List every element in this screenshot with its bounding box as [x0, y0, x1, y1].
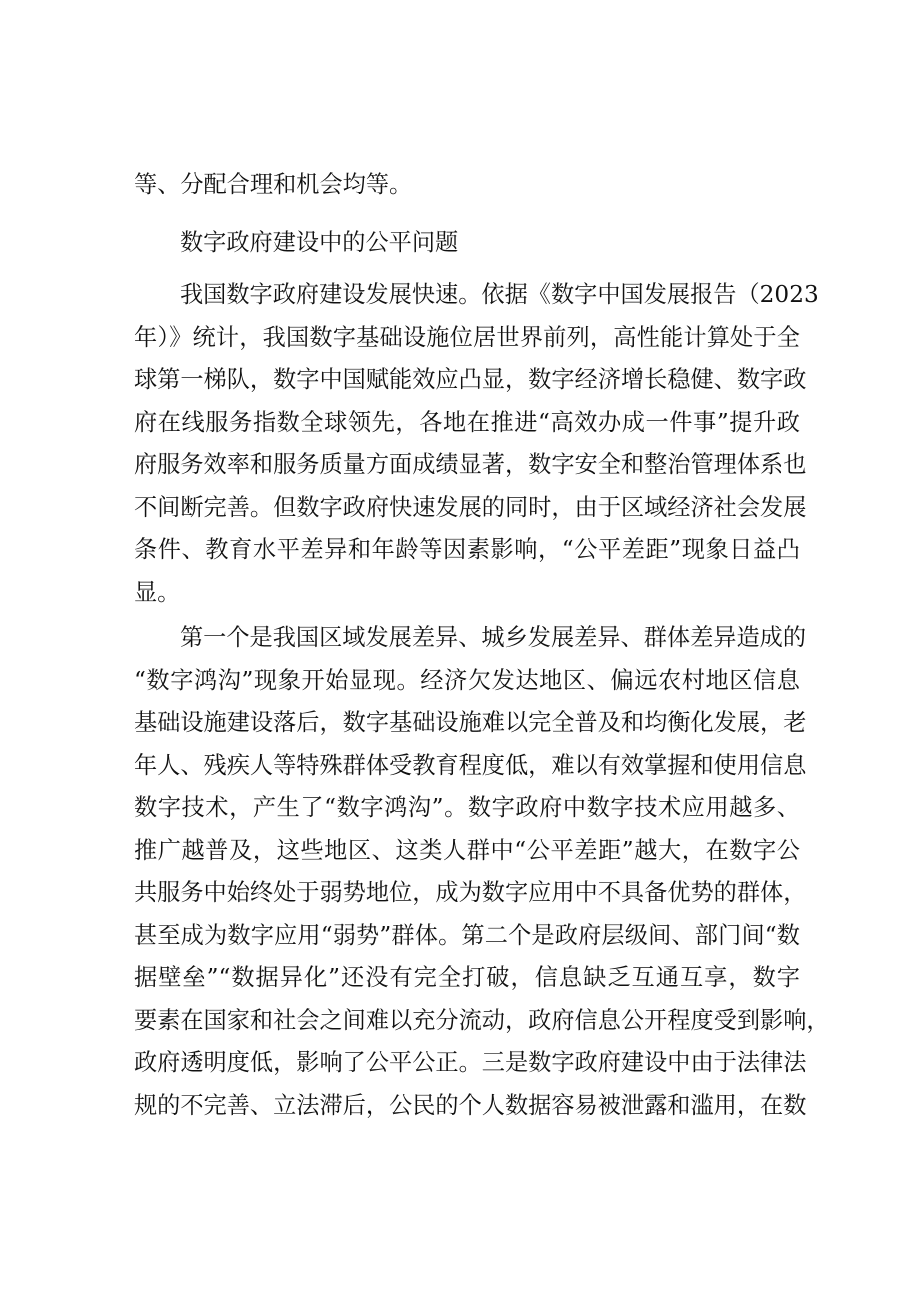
- paragraph-line: 不间断完善。但数字政府快速发展的同时，由于区域经济社会发展: [134, 493, 807, 521]
- section-heading: 数字政府建设中的公平问题: [180, 229, 459, 256]
- paragraph-line: 府服务效率和服务质量方面成绩显著，数字安全和整治管理体系也: [134, 451, 807, 478]
- intro-line: 等、分配合理和机会均等。: [134, 171, 413, 198]
- paragraph-line: 府在线服务指数全球领先，各地在推进“高效办成一件事”提升政: [134, 408, 800, 436]
- paragraph-line: 年）》统计，我国数字基础设施位居世界前列，高性能计算处于全: [134, 323, 800, 351]
- paragraph-line: 显。: [134, 578, 181, 606]
- paragraph-line: 数字技术，产生了“数字鸿沟”。数字政府中数字技术应用越多、: [134, 794, 800, 821]
- paragraph-line: 球第一梯队，数字中国赋能效应凸显，数字经济增长稳健、数字政: [134, 366, 807, 393]
- paragraph-line: 据壁垒”“数据异化”还没有完全打破，信息缺乏互通互享，数字: [134, 964, 800, 991]
- paragraph-line: 规的不完善、立法滞后，公民的个人数据容易被泄露和滥用，在数: [134, 1091, 807, 1119]
- paragraph-line: 基础设施建设落后，数字基础设施难以完全普及和均衡化发展，老: [134, 709, 807, 736]
- section-heading-block: [134, 222, 800, 265]
- paragraph-2: [134, 617, 830, 1127]
- paragraph-line: 我国数字政府建设发展快速。依据《数字中国发展报告（2023: [180, 281, 819, 308]
- paragraph-line: 甚至成为数字应用“弱势”群体。第二个是政府层级间、部门间“数: [134, 921, 800, 949]
- paragraph-line: 要素在国家和社会之间难以充分流动，政府信息公开程度受到影响，: [134, 1006, 830, 1034]
- paragraph-line: “数字鸿沟”现象开始显现。经济欠发达地区、偏远农村地区信息: [134, 666, 800, 694]
- paragraph-line: 共服务中始终处于弱势地位，成为数字应用中不具备优势的群体，: [134, 879, 807, 906]
- paragraph-1: [134, 274, 819, 614]
- paragraph-line: 年人、残疾人等特殊群体受教育程度低，难以有效掌握和使用信息: [134, 751, 807, 779]
- paragraph-line: 推广越普及，这些地区、这类人群中“公平差距”越大，在数字公: [134, 836, 800, 864]
- intro-line-block: [134, 164, 800, 207]
- paragraph-line: 条件、教育水平差异和年龄等因素影响，“公平差距”现象日益凸: [134, 536, 800, 563]
- paragraph-line: 第一个是我国区域发展差异、城乡发展差异、群体差异造成的: [180, 624, 807, 651]
- paragraph-line: 政府透明度低，影响了公平公正。三是数字政府建设中由于法律法: [134, 1049, 807, 1076]
